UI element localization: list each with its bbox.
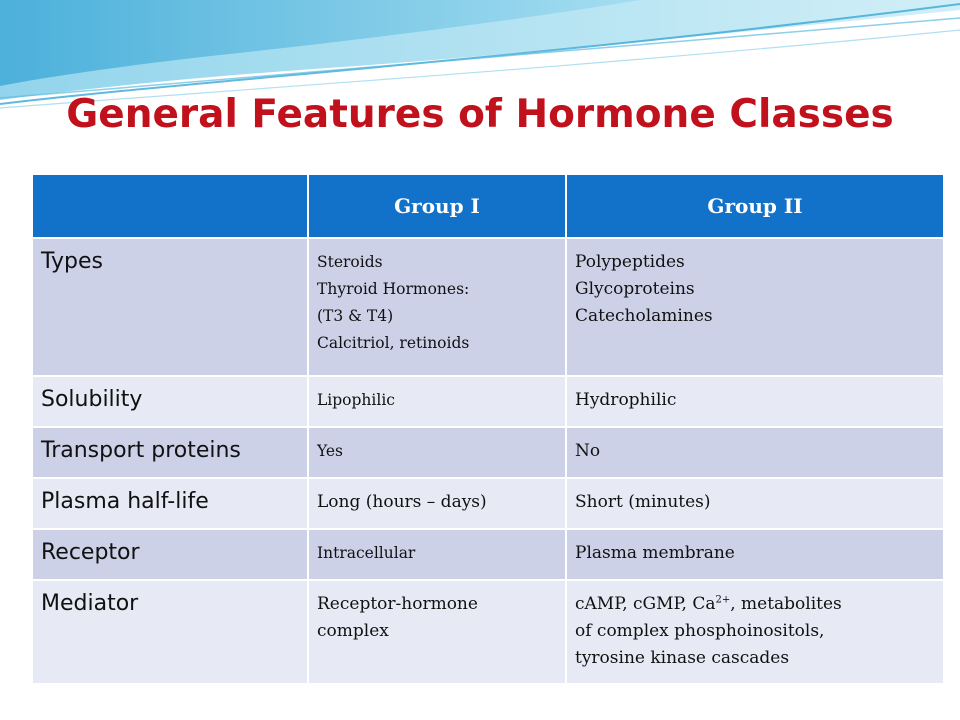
cell-line: Glycoproteins — [575, 279, 695, 299]
table-row — [33, 427, 943, 478]
table-row — [33, 580, 943, 683]
row-label: Mediator — [33, 580, 308, 683]
table-row — [33, 529, 943, 580]
group-1-cell — [308, 427, 566, 478]
header-empty — [33, 175, 308, 238]
row-label: Transport proteins — [33, 427, 308, 478]
row-label: Types — [33, 238, 308, 376]
calcium-charge: 2+ — [715, 594, 731, 606]
cell-line: complex — [317, 621, 389, 641]
group-1-cell — [308, 580, 566, 683]
group-1-cell — [308, 238, 566, 376]
mediator-text-prefix: cAMP, cGMP, Ca — [575, 594, 716, 614]
mediator-text-suffix: , metabolites — [730, 594, 842, 614]
cell-line — [575, 591, 937, 618]
table-row — [33, 238, 943, 376]
cell-line: Lipophilic — [317, 391, 395, 409]
group-1-cell — [308, 376, 566, 427]
header-group-2: Group II — [566, 175, 943, 238]
cell-line: Polypeptides — [575, 252, 685, 272]
group-1-cell — [308, 478, 566, 529]
cell-line: Plasma membrane — [575, 543, 735, 563]
group-2-cell — [566, 238, 943, 376]
cell-line: of complex phosphoinositols, — [575, 621, 825, 641]
cell-line: Short (minutes) — [575, 492, 711, 512]
group-2-cell — [566, 427, 943, 478]
table-row — [33, 478, 943, 529]
hormone-features-table — [33, 175, 943, 683]
cell-line: Calcitriol, retinoids — [317, 334, 470, 352]
cell-line: Intracellular — [317, 544, 416, 562]
cell-line: Catecholamines — [575, 306, 713, 326]
row-label: Plasma half-life — [33, 478, 308, 529]
group-2-cell — [566, 580, 943, 683]
cell-line: Hydrophilic — [575, 390, 677, 410]
group-2-cell — [566, 529, 943, 580]
cell-line: Receptor-hormone — [317, 594, 478, 614]
cell-line: (T3 & T4) — [317, 307, 394, 325]
cell-line: tyrosine kinase cascades — [575, 648, 790, 668]
slide-title: General Features of Hormone Classes — [66, 92, 894, 137]
group-2-cell — [566, 478, 943, 529]
table-row — [33, 376, 943, 427]
cell-line: Steroids — [317, 253, 383, 271]
cell-line: Thyroid Hormones: — [317, 280, 470, 298]
group-1-cell — [308, 529, 566, 580]
table-header-row — [33, 175, 943, 238]
cell-line: No — [575, 441, 601, 461]
cell-line: Yes — [317, 442, 344, 460]
group-2-cell — [566, 376, 943, 427]
row-label: Receptor — [33, 529, 308, 580]
cell-line: Long (hours – days) — [317, 492, 487, 512]
row-label: Solubility — [33, 376, 308, 427]
header-group-1: Group I — [308, 175, 566, 238]
